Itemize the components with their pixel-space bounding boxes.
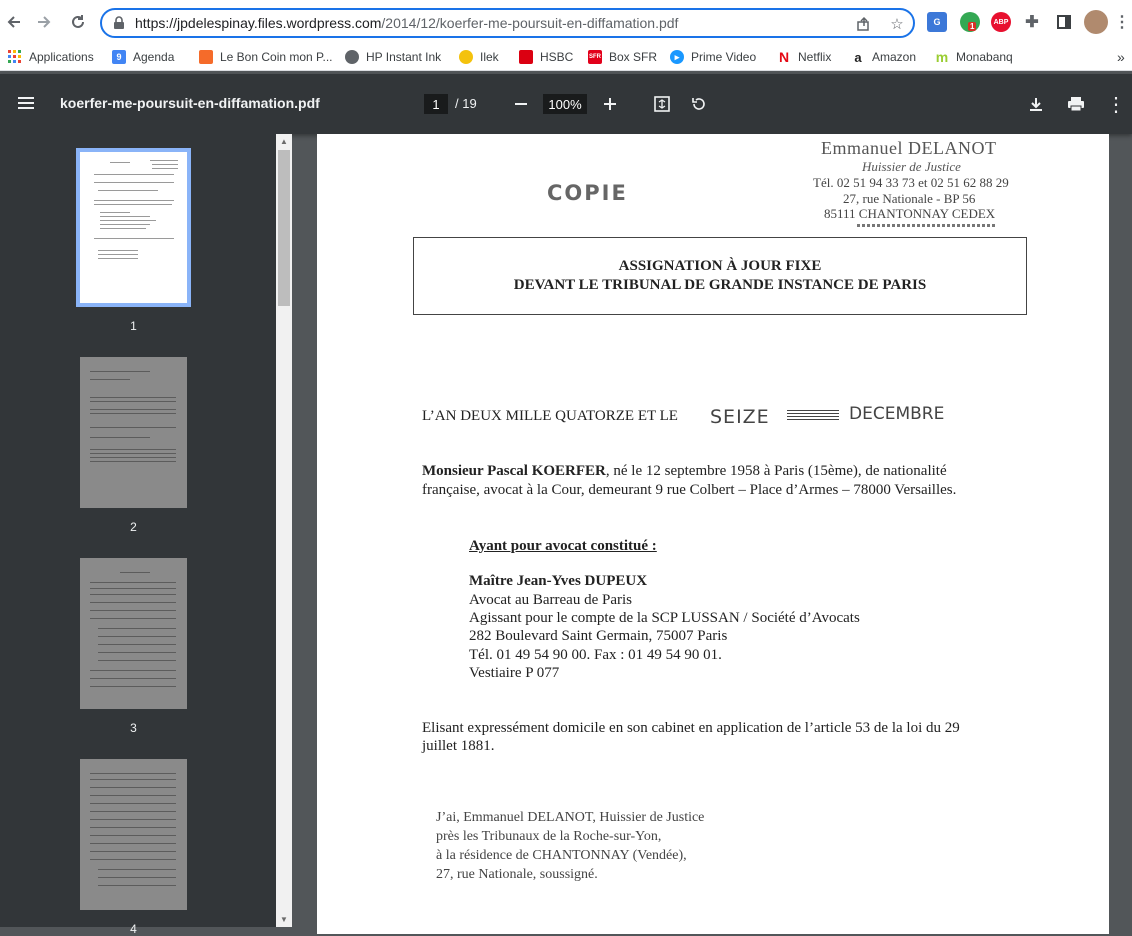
bookmark-label: Box SFR: [609, 50, 658, 64]
huissier-address: 27, rue Nationale - BP 56: [843, 191, 976, 206]
signature-line: 27, rue Nationale, soussigné.: [436, 867, 598, 882]
zoom-input[interactable]: 100%: [543, 94, 587, 114]
thumbnail-label: 1: [130, 319, 137, 333]
bookmark-hsbc[interactable]: [519, 48, 573, 66]
party-name: Monsieur Pascal KOERFER: [422, 463, 606, 479]
extension-badge: 1: [970, 22, 975, 31]
avocat-name: Maître Jean-Yves DUPEUX: [469, 573, 648, 589]
thumbnail-label: 4: [130, 922, 137, 936]
bookmark-label: HP Instant Ink: [366, 50, 442, 64]
page-thumbnail-4[interactable]: [80, 759, 187, 910]
bookmark-applications[interactable]: [8, 48, 94, 66]
avocat-line: Agissant pour le compte de la SCP LUSSAN / Société d’Avocats: [469, 610, 860, 626]
bookmark-netflix[interactable]: [777, 48, 831, 66]
pdf-page: [317, 134, 1109, 934]
page-thumbnail-1[interactable]: [80, 152, 187, 303]
forward-icon[interactable]: [30, 8, 58, 36]
browser-menu-icon[interactable]: ⋮: [1114, 14, 1130, 31]
browser-toolbar: [0, 0, 1132, 44]
title-box: [413, 237, 1027, 315]
address-bar[interactable]: [100, 8, 915, 38]
print-icon[interactable]: [1064, 92, 1088, 116]
bookmark-monabanq[interactable]: [935, 48, 1013, 66]
profile-avatar[interactable]: [1084, 10, 1108, 34]
calendar-icon: 9: [112, 50, 126, 64]
tribunal-title: DEVANT LE TRIBUNAL DE GRANDE INSTANCE DE PARIS: [513, 277, 927, 293]
more-options-icon[interactable]: ⋮: [1106, 93, 1126, 116]
avocat-line: Avocat au Barreau de Paris: [469, 592, 632, 608]
zoom-in-icon[interactable]: [598, 92, 622, 116]
avocat-heading: Ayant pour avocat constitué :: [469, 538, 657, 554]
bookmark-agenda[interactable]: [112, 48, 174, 66]
party-line-1: [422, 463, 947, 480]
party-details: , né le 12 septembre 1958 à Paris (15ème), de nationalité: [605, 463, 947, 479]
netflix-icon: N: [778, 49, 790, 65]
huissier-city: 85111 CHANTONNAY CEDEX: [824, 206, 996, 221]
bookmark-label: Le Bon Coin mon P...: [220, 50, 333, 64]
apps-grid-icon: [8, 50, 22, 64]
badge-extension-icon[interactable]: [960, 12, 980, 32]
date-prefix: L’AN DEUX MILLE QUATORZE ET LE: [422, 408, 678, 424]
extensions-puzzle-icon[interactable]: ✚: [1025, 14, 1039, 31]
bookmark-label: Amazon: [872, 50, 917, 64]
illegible-mark: [857, 224, 997, 227]
huissier-title: Huissier de Justice: [862, 159, 961, 174]
elisant-line-2: juillet 1881.: [422, 738, 495, 754]
date-month-stamp: DECEMBRE: [849, 404, 945, 424]
share-icon[interactable]: [854, 14, 874, 34]
rotate-icon[interactable]: [687, 92, 711, 116]
copie-stamp: COPIE: [547, 181, 628, 205]
abp-label: ABP: [993, 18, 1009, 26]
leboncoin-icon: [199, 50, 213, 64]
bookmark-box-sfr[interactable]: [588, 48, 657, 66]
lock-icon[interactable]: [112, 16, 126, 30]
bookmark-hp-instant-ink[interactable]: [345, 48, 441, 66]
amazon-icon: a: [854, 49, 862, 65]
globe-icon: [345, 50, 359, 64]
sidebar-scrollbar-thumb[interactable]: [278, 150, 290, 306]
thumbnail-label: 2: [130, 520, 137, 534]
bookmark-prime-video[interactable]: [670, 48, 756, 66]
hsbc-icon: [519, 50, 533, 64]
bookmarks-overflow-button[interactable]: »: [1117, 49, 1125, 65]
fit-page-icon[interactable]: [650, 92, 674, 116]
back-icon[interactable]: [0, 8, 28, 36]
url-host: https://jpdelespinay.files.wordpress.com: [135, 15, 382, 31]
avocat-line: Vestiaire P 077: [469, 665, 560, 681]
adblock-plus-icon[interactable]: [991, 12, 1011, 32]
prime-video-icon: ▸: [670, 50, 684, 64]
scroll-down-icon[interactable]: ▼: [280, 915, 288, 924]
party-line-2: française, avocat à la Cour, demeurant 9 rue Colbert – Place d’Armes – 78000 Versailles.: [422, 482, 957, 498]
ilek-icon: [459, 50, 473, 64]
bookmark-label: Agenda: [133, 50, 175, 64]
bookmark-label: Prime Video: [691, 50, 757, 64]
page-number-input[interactable]: 1: [424, 94, 448, 114]
page-thumbnail-2[interactable]: [80, 357, 187, 508]
thumbnail-label: 3: [130, 721, 137, 735]
bookmark-label: HSBC: [540, 50, 574, 64]
sidebar-menu-icon[interactable]: [16, 93, 38, 115]
monabanq-icon: m: [935, 49, 949, 65]
pdf-toolbar: [0, 74, 1132, 134]
bookmarks-bar: [0, 44, 1132, 71]
translate-icon[interactable]: G: [927, 12, 947, 32]
bookmark-star-icon[interactable]: ☆: [890, 16, 904, 33]
bookmark-label: Ilek: [480, 50, 499, 64]
bookmark-label: Monabanq: [956, 50, 1013, 64]
avocat-line: Tél. 01 49 54 90 00. Fax : 01 49 54 90 01.: [469, 647, 722, 663]
url-path: /2014/12/koerfer-me-poursuit-en-diffamation.pdf: [381, 15, 679, 31]
signature-line: J’ai, Emmanuel DELANOT, Huissier de Justice: [436, 810, 705, 825]
signature-line: à la résidence de CHANTONNAY (Vendée),: [436, 848, 687, 863]
scroll-up-icon[interactable]: ▲: [280, 137, 288, 146]
sidepanel-icon[interactable]: [1054, 12, 1074, 32]
sfr-icon: SFR: [588, 50, 602, 64]
avocat-line: 282 Boulevard Saint Germain, 75007 Paris: [469, 628, 728, 644]
bookmark-amazon[interactable]: [851, 48, 916, 66]
bookmark-leboncoin[interactable]: [199, 48, 333, 66]
huissier-phone: Tél. 02 51 94 33 73 et 02 51 62 88 29: [813, 175, 1009, 190]
thumbnail-sidebar: [0, 134, 276, 936]
bookmark-label: Netflix: [798, 50, 832, 64]
url-text[interactable]: [135, 15, 678, 31]
filler-lines: [787, 410, 839, 422]
pdf-title: koerfer-me-poursuit-en-diffamation.pdf: [60, 95, 320, 111]
elisant-line-1: Elisant expressément domicile en son cabinet en application de l’article 53 de la loi du 29: [422, 720, 960, 736]
huissier-name: Emmanuel DELANOT: [821, 138, 997, 158]
page-total: / 19: [455, 96, 477, 111]
assignation-title: ASSIGNATION À JOUR FIXE: [618, 258, 822, 274]
signature-line: près les Tribunaux de la Roche-sur-Yon,: [436, 829, 662, 844]
bookmark-label: Applications: [29, 50, 94, 64]
bookmark-ilek[interactable]: [459, 48, 499, 66]
zoom-out-icon[interactable]: [509, 92, 533, 116]
page-thumbnail-3[interactable]: [80, 558, 187, 709]
date-day-stamp: SEIZE: [710, 406, 770, 428]
download-icon[interactable]: [1024, 92, 1048, 116]
reload-icon[interactable]: [64, 8, 92, 36]
